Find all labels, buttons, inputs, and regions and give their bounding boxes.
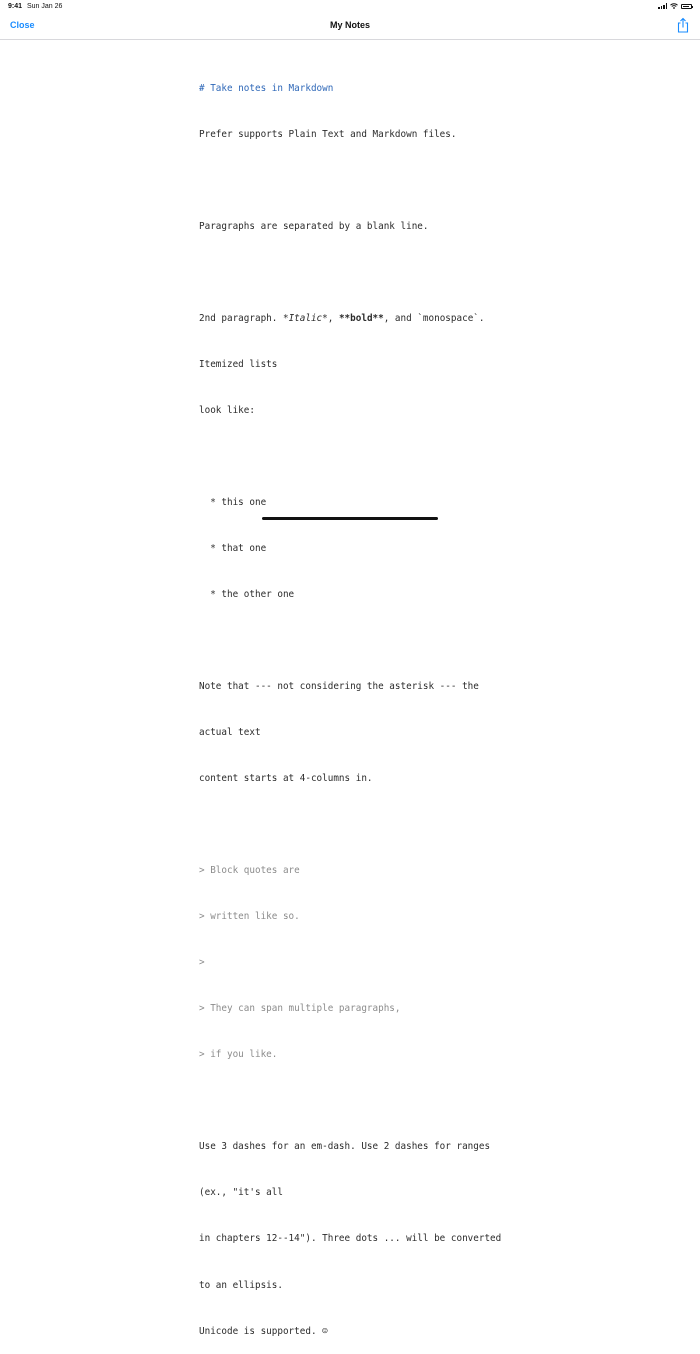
block-quote-line: > written like so. xyxy=(199,911,300,923)
block-quote-line: > They can span multiple paragraphs, xyxy=(199,1003,401,1015)
note-heading: # Take notes in Markdown xyxy=(199,82,334,94)
status-bar xyxy=(0,0,700,13)
battery-level xyxy=(683,6,689,7)
list-item: * the other one xyxy=(199,589,295,601)
block-quote-line: > if you like. xyxy=(199,1049,278,1061)
note-line: to an ellipsis. xyxy=(199,1279,283,1291)
note-line: Note that --- not considering the asterisk --- the xyxy=(199,681,479,693)
note-line: Prefer supports Plain Text and Markdown files. xyxy=(199,128,457,140)
note-editor[interactable] xyxy=(199,50,529,1354)
note-line: 2nd paragraph. *Italic*, **bold**, and `monospace`. xyxy=(199,312,485,324)
share-icon[interactable] xyxy=(676,17,690,33)
status-time: 9:41 xyxy=(8,3,23,10)
status-date: Sun Jan 26 xyxy=(27,3,63,10)
note-line: look like: xyxy=(199,404,255,416)
note-line: Paragraphs are separated by a blank line. xyxy=(199,220,429,232)
list-item: * that one xyxy=(199,543,267,554)
note-line: (ex., "it's all xyxy=(199,1187,283,1199)
page-title: My Notes xyxy=(329,20,370,30)
note-line: in chapters 12--14"). Three dots ... will be converted xyxy=(199,1233,502,1245)
status-icons xyxy=(658,3,692,9)
close-button[interactable]: Close xyxy=(10,20,35,30)
note-line: content starts at 4-columns in. xyxy=(199,773,373,785)
note-line: Unicode is supported. ☺ xyxy=(199,1325,328,1337)
list-item: * this one xyxy=(199,496,267,508)
note-line: Itemized lists xyxy=(199,358,278,370)
battery-icon xyxy=(681,4,692,9)
cellular-signal-icon xyxy=(658,3,667,9)
navigation-bar xyxy=(0,13,700,40)
note-line: Use 3 dashes for an em-dash. Use 2 dashes for ranges xyxy=(199,1141,491,1153)
bold-text: **bold** xyxy=(338,312,384,324)
note-line: actual text xyxy=(199,727,261,739)
italic-text: *Italic* xyxy=(282,312,328,324)
wifi-icon xyxy=(670,3,678,9)
block-quote-line: > xyxy=(199,957,205,969)
block-quote-line: > Block quotes are xyxy=(199,865,300,877)
home-indicator[interactable] xyxy=(262,517,438,520)
